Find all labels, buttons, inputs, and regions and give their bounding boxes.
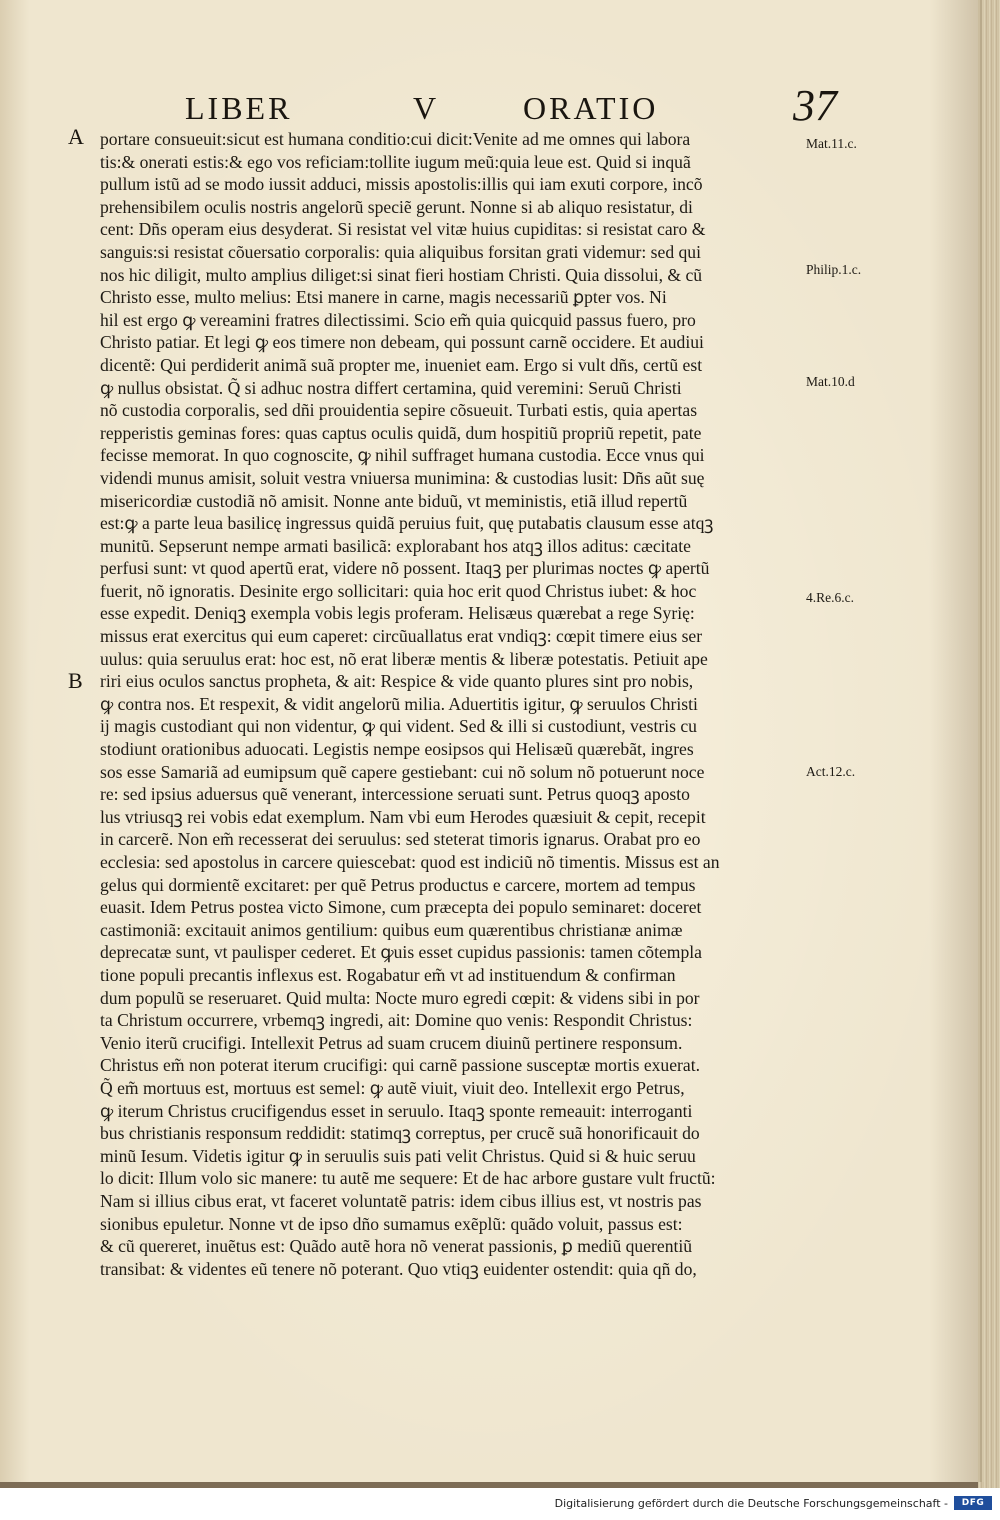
text-line: sos esse Samariã ad eumipsum quẽ capere gestiebant: cui nõ solum nõ potuerunt noce xyxy=(100,761,705,782)
margin-note-4-re-6: 4.Re.6.c. xyxy=(806,590,854,605)
text-line: Christus em̃ non poterat iterum crucifigi: qui carnẽ passione susceptæ mortis exuerat. xyxy=(100,1055,700,1076)
text-block xyxy=(100,128,800,1280)
margin-note-mat-11: Mat.11.c. xyxy=(806,136,857,151)
text-line: est:ꝙ a parte leua basilicę ingressus quidã peruius fuit, quę putabatis clausum esse atqꝫ xyxy=(100,513,714,534)
text-line: ꝙ iterum Christus crucifigendus esset in seruulo. Itaqꝫ sponte remeauit: interroganti xyxy=(100,1100,693,1121)
text-line: repperistis geminas fores: quas captus oculis quidã, dum hospitiũ propriũ repetit, pate xyxy=(100,422,702,443)
text-line: prehensibilem oculis nostris angelorũ speciẽ gerunt. Nonne si ab aliquo resistatur, di xyxy=(100,196,693,217)
text-line: ta Christum occurrere, vrbemqꝫ ingredi, ait: Domine quo venis: Respondit Christus: xyxy=(100,1010,693,1031)
text-line: stodiunt orationibus aduocati. Legistis nempe eosipsos qui Helisæũ quærebãt, ingres xyxy=(100,739,694,760)
margin-note-act-12: Act.12.c. xyxy=(806,764,856,779)
footer-credit: Digitalisierung gefördert durch die Deutsche Forschungsgemeinschaft - xyxy=(554,1497,948,1510)
text-line: castimoniã: excitauit animos gentilium: quibus eum quærentibus christianæ animæ xyxy=(100,919,683,940)
section-letter-b: B xyxy=(68,668,83,693)
text-line: Christo esse, multo melius: Etsi manere in carne, magis necessariũ ꝑpter vos. Ni xyxy=(100,287,667,308)
text-line: lo dicit: Illum volo sic manere: tu autẽ me sequere: Et de hac arbore gustare vult fructũ: xyxy=(100,1168,716,1189)
text-line: uulus: quia seruulus erat: hoc est, nõ erat liberæ mentis & liberæ potestatis. Petiuit ape xyxy=(100,648,708,669)
text-line: hil est ergo ꝙ vereamini fratres dilectissimi. Scio em̃ quia quicquid passus fuero, pro xyxy=(100,309,696,330)
text-line: lus vtriusqꝫ rei vobis edat exemplum. Nam vbi eum Herodes quæsiuit & cepit, recepit xyxy=(100,806,706,827)
text-line: transibat: & videntes eũ tenere nõ poterant. Quo vtiqꝫ euidenter ostendit: quia qñ do, xyxy=(100,1258,697,1279)
margin-note-mat-10: Mat.10.d xyxy=(806,374,855,389)
running-header xyxy=(185,81,837,134)
text-line: in carcerẽ. Non em̃ recesserat dei seruulus: sed steterat timoris ignarus. Orabat pro eo xyxy=(100,829,701,850)
text-line: euasit. Idem Petrus postea victo Simone, cum præcepta dei populo seminaret: doceret xyxy=(100,897,702,918)
text-line: fecisse memorat. In quo cognoscite, ꝙ nihil suffraget humana custodia. Ecce vnus qui xyxy=(100,445,705,466)
text-line: nos hic diligit, multo amplius diliget:si sinat fieri hostiam Christi. Quia dissolui, & cũ xyxy=(100,264,703,285)
text-line: videndi munus amisit, soluit vestra vniuersa munimina: & custodias lusit: Dñs aũt suę xyxy=(100,467,705,488)
text-line: dum populũ se reseruaret. Quid multa: Nocte muro egredi cœpit: & videns sibi in por xyxy=(100,987,700,1008)
text-line: esse expedit. Deniqꝫ exempla vobis legis proferam. Helisæus quærebat a rege Syrię: xyxy=(100,603,695,624)
text-line: & cũ quereret, inuẽtus est: Quãdo autẽ hora nõ venerat passionis, ꝑ mediũ querentiũ xyxy=(100,1236,693,1257)
text-line: munitũ. Sepserunt nempe armati basilicã: explorabant hos atqꝫ illos aditus: cæcitate xyxy=(100,535,691,556)
footer-bar xyxy=(0,1488,1000,1520)
section-letter-a: A xyxy=(68,124,84,149)
text-line: re: sed ipsius aduersus quẽ venerant, intercessione seruati sunt. Petrus quoqꝫ aposto xyxy=(100,784,690,805)
text-line: misericordiæ custodiã nõ amisit. Nonne ante biduũ, vt meministis, etiã illud repertũ xyxy=(100,490,688,511)
text-line: minũ Iesum. Videtis igitur ꝙ in seruulis suis pati velit Christus. Quid si & huic seruu xyxy=(100,1145,696,1166)
text-line: missus erat exercitus qui eum caperet: circũuallatus erat vndiqꝫ: cœpit timere eius ser xyxy=(100,626,703,647)
text-line: nõ custodia corporalis, sed dñi prouidentia sepire cõsueuit. Turbati estis, quia apertas xyxy=(100,400,698,421)
text-line: riri eius oculos sanctus propheta, & ait: Respice & vide quanto plures sint pro nobis, xyxy=(100,671,694,692)
text-line: ꝙ nullus obsistat. Q̃ si adhuc nostra differt certamina, quid veremini: Seruũ Christi xyxy=(100,377,682,398)
text-line: Nam si illius cibus erat, vt faceret voluntatẽ patris: idem cibus illius est, vt nostris pas xyxy=(100,1190,702,1211)
header-oratio: ORATIO xyxy=(523,90,659,126)
header-liber: LIBER xyxy=(185,90,293,126)
text-line: sanguis:si resistat cõuersatio corporalis: quia aliquibus forsitan grati videmur: sed qui xyxy=(100,241,701,262)
dfg-logo: DFG xyxy=(954,1496,992,1510)
text-line: portare consueuit:sicut est humana conditio:cui dicit:Venite ad me omnes qui labora xyxy=(100,129,691,149)
text-line: sionibus epuletur. Nonne vt de ipso dño sumamus exẽplũ: quãdo voluit, passus est: xyxy=(100,1213,683,1234)
text-line: ecclesia: sed apostolus in carcere quiescebat: quod est indiciũ nõ timentis. Missus est an xyxy=(100,852,720,872)
header-book-number: V xyxy=(413,90,437,126)
text-line: bus christianis responsum reddidit: statimqꝫ correptus, per crucẽ suã honorificauit do xyxy=(100,1123,700,1144)
margin-note-philip-1: Philip.1.c. xyxy=(806,262,862,277)
text-line: tis:& onerati estis:& ego vos reficiam:tollite iugum meũ:quia leue est. Quid si inquã xyxy=(100,151,691,172)
page-edge xyxy=(978,0,1000,1488)
text-line: Q̃ em̃ mortuus est, mortuus est semel: ꝙ autẽ viuit, viuit deo. Intellexit ergo Petrus, xyxy=(100,1077,685,1098)
text-line: cent: Dñs operam eius desyderat. Si resistat vel vitæ huius cupiditas: si resistat caro & xyxy=(100,219,706,240)
text-line: ꝙ contra nos. Et respexit, & vidit angelorũ milia. Aduertitis igitur, ꝙ seruulos Christi xyxy=(100,693,698,714)
text-line: ij magis custodiant qui non videntur, ꝙ qui vident. Sed & illi si custodiunt, vestris cu xyxy=(100,716,697,737)
text-line: Christo patiar. Et legi ꝙ eos timere non debeam, qui possunt carnẽ occidere. Et audiui xyxy=(100,332,704,353)
text-line: gelus qui dormientẽ excitaret: per quẽ Petrus productus e carcere, mortem ad tempus xyxy=(100,874,696,895)
text-line: perfusi sunt: vt quod apertũ erat, videre nõ possent. Itaqꝫ per plurimas noctes ꝙ apertũ xyxy=(100,558,710,579)
text-line: fuerit, nõ ignoratis. Desinite ergo sollicitari: quia hoc erit quod Christus iubet: & hoc xyxy=(100,580,697,601)
text-line: dicentẽ: Qui perdiderit animã suã propter me, inueniet eam. Ergo si vult dñs, certũ est xyxy=(100,354,703,375)
text-line: pullum istũ ad se modo iussit adduci, missis apostolis:illis qui iam exuti corpore, incõ xyxy=(100,174,703,195)
folio-number: 37 xyxy=(793,81,837,130)
text-line: Venio iterũ crucifigi. Intellexit Petrus ad suam crucem diuinũ pertinere responsum. xyxy=(100,1032,683,1053)
text-line: tione populi precantis inflexus est. Rogabatur em̃ vt ad instituendum & confirman xyxy=(100,964,676,985)
text-line: deprecatæ sunt, vt paulisper cederet. Et ꝙuis esset cupidus passionis: tamen cõtempla xyxy=(100,942,702,963)
